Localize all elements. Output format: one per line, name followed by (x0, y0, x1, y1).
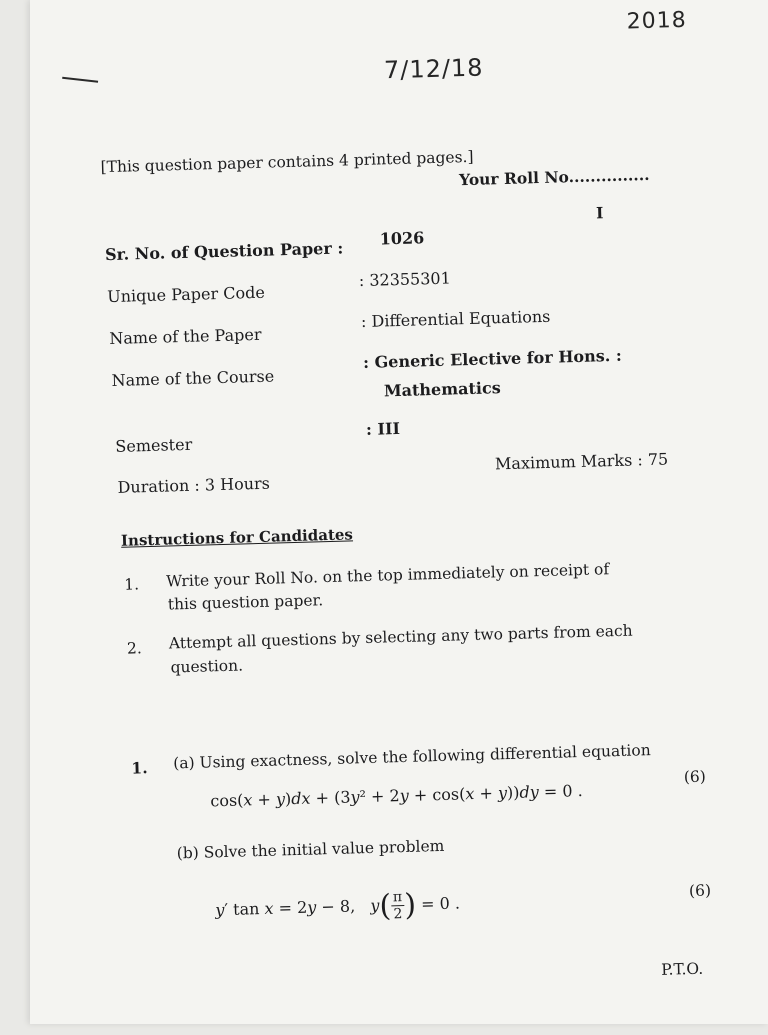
semester-label: Semester (115, 434, 193, 456)
sr-no-value: 1026 (379, 228, 425, 249)
duration: Duration : 3 Hours (117, 473, 271, 497)
question-1a-text: (a) Using exactness, solve the following differential equation (173, 741, 651, 773)
instruction-2-number: 2. (126, 639, 143, 658)
handwritten-date: 7/12/18 (383, 53, 484, 85)
question-1-number: 1. (131, 758, 148, 778)
handwritten-year: 2018 (626, 7, 688, 35)
question-1a-marks: (6) (683, 767, 707, 787)
please-turn-over: P.T.O. (660, 959, 704, 979)
course-name-value: : Generic Elective for Hons. : (362, 345, 623, 372)
question-1a-equation: cos(x + y)dx + (3y² + 2y + cos(x + y))dy = 0 . (210, 781, 583, 811)
course-name-label: Name of the Course (111, 366, 275, 391)
question-1b-marks: (6) (688, 881, 712, 901)
instruction-1-number: 1. (124, 575, 140, 594)
maximum-marks: Maximum Marks : 75 (494, 449, 669, 474)
sr-no-label: Sr. No. of Question Paper : (104, 238, 344, 265)
instructions-title: Instructions for Candidates (120, 525, 354, 550)
paper-code-label: Unique Paper Code (106, 282, 266, 307)
set-code: I (595, 203, 604, 223)
question-1b-equation: y′ tan x = 2y − 8, y( $\frac{\pi}{2}$ ) = 0 . (215, 887, 461, 924)
pen-mark (62, 77, 98, 83)
instruction-2-line1: Attempt all questions by selecting any two parts from each (168, 621, 633, 653)
page-count-note: [This question paper contains 4 printed pages.] (100, 147, 474, 177)
roll-number-field: Your Roll No............... (458, 164, 650, 190)
question-1b-text: (b) Solve the initial value problem (176, 836, 445, 863)
course-name-value-line2: Mathematics (383, 378, 501, 401)
paper-code-value: : 32355301 (358, 268, 452, 291)
paper-name-label: Name of the Paper (109, 324, 262, 349)
instruction-1-line2: this question paper. (167, 591, 324, 614)
paper-name-value: : Differential Equations (360, 306, 551, 332)
instruction-2-line2: question. (170, 656, 244, 677)
semester-value: : III (365, 418, 401, 439)
instruction-1-line1: Write your Roll No. on the top immediately on receipt of (165, 560, 610, 591)
